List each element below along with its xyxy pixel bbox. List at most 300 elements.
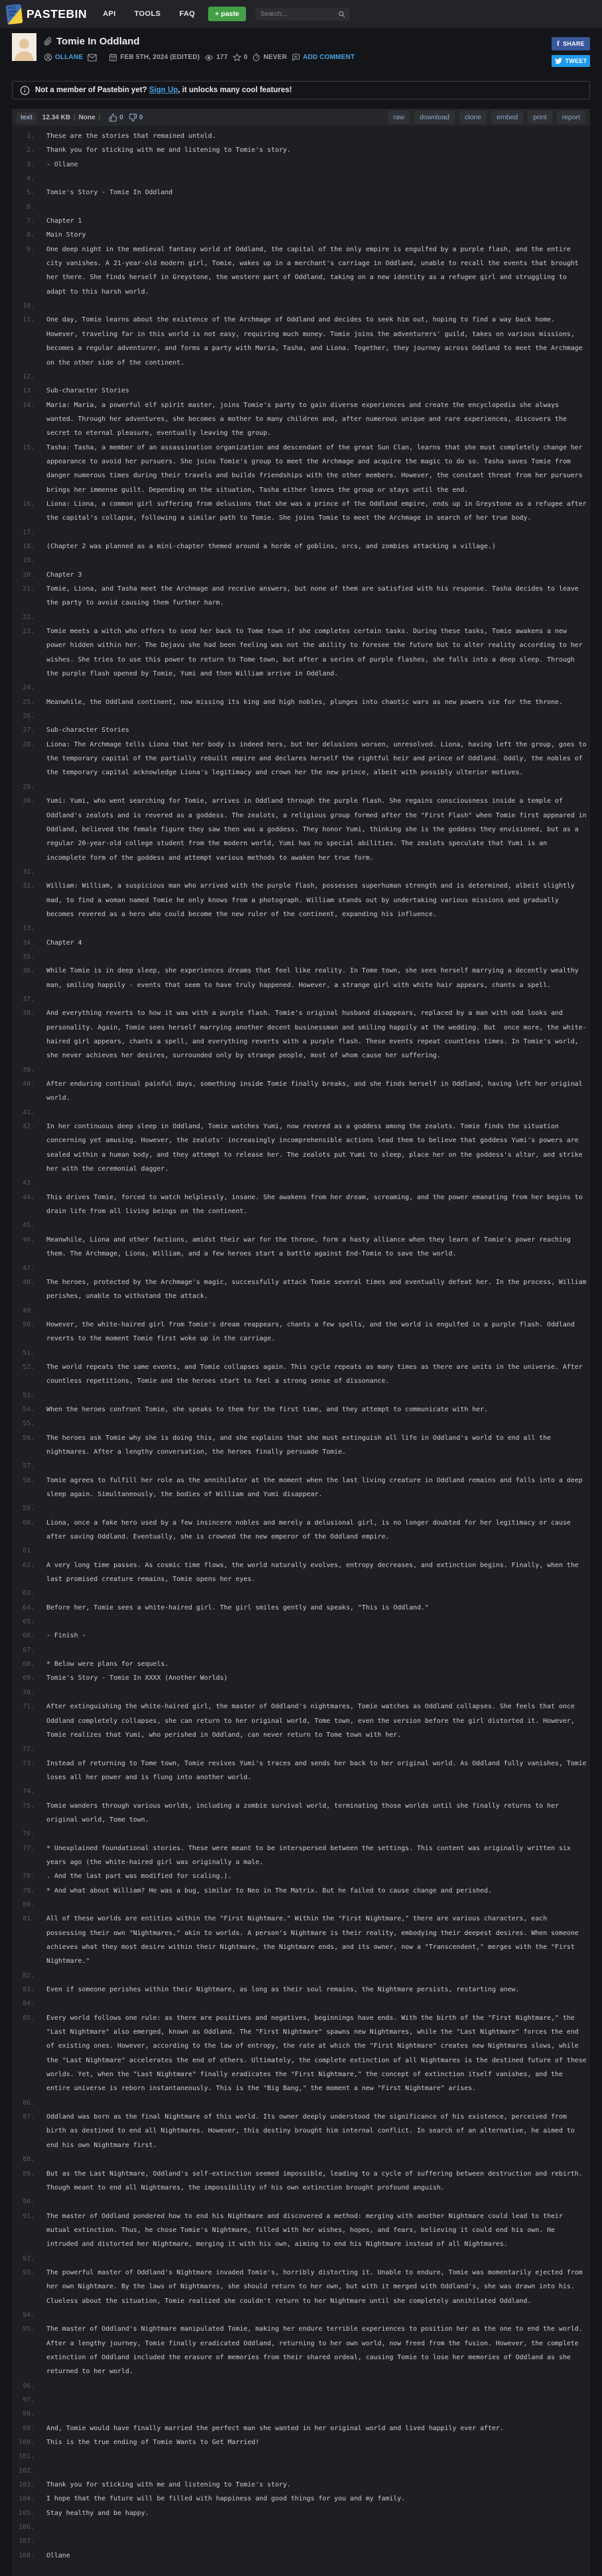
paste-size: 12.34 KB	[42, 113, 71, 121]
title-column	[44, 33, 552, 62]
sign-up-link[interactable]: Sign Up	[149, 86, 178, 94]
code-line	[12, 1474, 590, 1502]
line-number: 76.	[23, 1830, 34, 1838]
line-number: 70.	[23, 1688, 34, 1696]
code-line	[12, 1629, 590, 1643]
add-comment-link[interactable]: ADD COMMENT	[302, 54, 355, 61]
line-number: 37.	[23, 995, 34, 1003]
like-button[interactable]	[109, 113, 123, 122]
line-text	[46, 2379, 590, 2393]
embed-button[interactable]: embed	[491, 111, 523, 124]
code-line	[12, 2407, 590, 2421]
line-number: 20.	[23, 571, 34, 579]
line-text: Thank you for sticking with me and listening to Tomie's story.	[46, 146, 291, 154]
dislike-count: 0	[139, 113, 143, 121]
code-line	[12, 1657, 590, 1671]
line-number: 49.	[23, 1307, 34, 1315]
code-line	[12, 1516, 590, 1545]
line-text: Before her, Tomie sees a white-haired girl. The girl smiles gently and speaks, "This is Oddland."	[46, 1604, 429, 1611]
code-line	[12, 1077, 590, 1106]
line-text	[46, 1218, 590, 1232]
line-number: 6.	[27, 203, 34, 211]
line-number: 57.	[23, 1462, 34, 1470]
code-line	[12, 1006, 590, 1063]
code-line	[12, 2449, 590, 2463]
line-text: Sub-character Stories	[46, 727, 129, 734]
code-line	[12, 1176, 590, 1190]
line-number: 8.	[27, 231, 34, 239]
line-text	[46, 1742, 590, 1756]
line-text	[46, 1643, 590, 1657]
code-line	[12, 1757, 590, 1785]
line-number: 50.	[23, 1320, 34, 1328]
thumbs-down-icon	[129, 113, 137, 122]
code-line	[12, 2534, 590, 2548]
line-text: Tomie meets a witch who offers to send her back to Tome town if she completes certain tasks. During these tasks, Tomie awakens a new power hidden within her. The Dejavu she had been feeling was not the ability to foresee the future but to alter reality according to her wishes. She tries to use this power to return to Tome town, but after a series of purple flashes, she falls into a deep sleep. Through the purple flash opened by Tomie, Yumi and then William arrive in Oddland.	[46, 628, 587, 678]
line-text: Chapter 3	[46, 571, 82, 579]
line-text	[46, 1586, 590, 1600]
line-number: 46.	[23, 1236, 34, 1244]
line-text: Tomie wanders through various worlds, including a zombie survival world, terminating those worlds until she finally returns to her original world, Tome town.	[46, 1802, 563, 1824]
line-number: 26.	[23, 713, 34, 721]
logo-digits: 0011	[7, 5, 17, 11]
code-line	[12, 1346, 590, 1360]
stars-count: 0	[243, 54, 248, 61]
paste-meta-row	[44, 53, 552, 62]
line-number: 78.	[23, 1873, 34, 1881]
line-number: 3.	[27, 160, 34, 168]
line-number: 17.	[23, 528, 34, 536]
code-line	[12, 624, 590, 681]
code-line	[12, 299, 590, 313]
line-text	[46, 1063, 590, 1077]
code-line	[12, 1389, 590, 1403]
code-line	[12, 214, 590, 228]
code-line	[12, 2435, 590, 2449]
message-icon[interactable]	[88, 54, 97, 62]
code-line	[12, 243, 590, 299]
code-line	[12, 1686, 590, 1700]
code-line	[12, 2266, 590, 2308]
search-icon[interactable]	[338, 11, 345, 18]
logo-digits: 101	[8, 13, 15, 18]
twitter-tweet-button[interactable]	[552, 55, 590, 67]
line-text: Chapter 4	[46, 939, 82, 947]
line-number: 67.	[23, 1646, 34, 1654]
line-text	[46, 1898, 590, 1912]
code-line	[12, 370, 590, 384]
twitter-icon	[555, 58, 562, 64]
line-number: 47.	[23, 1264, 34, 1272]
code-line	[12, 1700, 590, 1742]
line-text	[46, 554, 590, 567]
line-text: Liona, once a fake hero used by a few insincere nobles and merely a delusional girl, is no longer doubted for her legitimacy or cause after saving Oddland. Eventually, she is crowned the new emperor of the Oddland empire.	[46, 1519, 575, 1541]
code-line	[12, 794, 590, 865]
code-line	[12, 738, 590, 780]
code-line	[12, 2422, 590, 2435]
line-number: 99.	[23, 2424, 34, 2432]
line-number: 34.	[23, 939, 34, 947]
code-line	[12, 2322, 590, 2378]
download-button[interactable]: download	[414, 111, 455, 124]
line-number: 11.	[23, 316, 34, 324]
line-text: Even if someone perishes within their Nightmare, as long as their soul remains, the Nightmare persists, restarting anew.	[46, 1986, 520, 1994]
search-input[interactable]	[259, 10, 338, 19]
line-number: 71.	[23, 1703, 34, 1711]
line-number: 94.	[23, 2311, 34, 2319]
line-text	[46, 2534, 590, 2548]
line-text	[46, 921, 590, 935]
line-text	[46, 2520, 590, 2534]
user-icon	[44, 53, 52, 62]
paste-frame	[12, 109, 590, 2576]
code-line	[12, 1275, 590, 1304]
line-text	[46, 1686, 590, 1700]
code-line	[12, 1643, 590, 1657]
code-line	[12, 723, 590, 737]
line-number: 55.	[23, 1420, 34, 1428]
code-line	[12, 2167, 590, 2195]
line-text: This drives Tomie, forced to watch helplessly, insane. She awakens from her dream, screaming, and the power emanating from her begins to drain life from all living beings on the continent.	[46, 1193, 587, 1216]
line-text	[46, 865, 590, 879]
line-text: One day, Tomie learns about the existence of the Archmage of Oddland and decides to seek him out, hoping to find a way back home. However, traveling far in this world is not easy, requiring much money. Tomie joins the adventurers' guild, takes on various missions, becomes a regular adventurer, and forms a party with Maria, Tasha, and Liona. Together, they journey across Oddland to meet the Archmage on the other side of the continent.	[46, 316, 587, 367]
line-number: 81.	[23, 1915, 34, 1923]
line-text	[46, 1346, 590, 1360]
line-text: All of these worlds are entities within the "First Nightmare." Within the "First Nightmare," there are various characters, each possessing their own "Nightmares," akin to worlds. A person's Nightmare is their reality, embodying their deepest desires. When someone achieves what they most desire within their Nightmare, the Nightmare ends, and its owner, now a "Transcendent," merges with the "First Nightmare."	[46, 1915, 583, 1965]
code-line	[12, 384, 590, 398]
line-number: 102.	[19, 2467, 34, 2475]
line-number: 40.	[23, 1081, 34, 1088]
code-line	[12, 1120, 590, 1176]
line-text	[46, 1997, 590, 2011]
code-line	[12, 1459, 590, 1473]
line-number: 80.	[23, 1901, 34, 1908]
line-number: 27.	[23, 727, 34, 734]
pastebin-logo-icon[interactable]	[6, 3, 23, 24]
main-nav	[103, 10, 195, 18]
code-line	[12, 143, 590, 157]
line-number: 64.	[23, 1604, 34, 1611]
code-line	[12, 1969, 590, 1983]
code-line	[12, 2152, 590, 2166]
line-number: 18.	[23, 542, 34, 550]
line-text	[46, 2096, 590, 2110]
code-line	[12, 1360, 590, 1389]
line-number: 63.	[23, 1590, 34, 1598]
line-text: A very long time passes. As cosmic time flows, the world naturally evolves, entropy decreases, and extinction begins. Finally, when the last promised creature remains, Tomie opens her eyes.	[46, 1561, 583, 1584]
code-line	[12, 879, 590, 921]
line-number: 100.	[19, 2439, 34, 2447]
line-text: But as the Last Nightmare, Oddland's self-extinction seemed impossible, leading to a cycle of suffering between destruction and rebirth. Though meant to end all Nightmares, the impossibility of his own extinction brought profound anguish.	[46, 2170, 587, 2192]
line-number: 72.	[23, 1745, 34, 1753]
line-number: 39.	[23, 1066, 34, 1074]
line-number: 87.	[23, 2113, 34, 2121]
line-number: 53.	[23, 1391, 34, 1399]
code-line	[12, 709, 590, 723]
raw-button[interactable]: raw	[388, 111, 410, 124]
code-line	[12, 1898, 590, 1912]
paste-actions	[388, 111, 585, 124]
syntax-chip[interactable]: text	[17, 112, 36, 123]
line-number: 28.	[23, 740, 34, 748]
code-line	[12, 1501, 590, 1515]
line-number: 22.	[23, 613, 34, 621]
code-line	[12, 1785, 590, 1798]
line-text: (Chapter 2 was planned as a mini-chapter themed around a horde of goblins, orcs, and zombies attacking a village.)	[46, 542, 496, 550]
nav-item-faq[interactable]: FAQ	[179, 10, 196, 18]
info-icon	[20, 86, 30, 95]
line-text	[46, 1969, 590, 1983]
code-line	[12, 582, 590, 611]
line-text: In her continuous deep sleep in Oddland, Tomie watches Yumi, now revered as a goddess among the zealots. Tomie finds the situation concerning yet amusing. However, the zealots' increasingly incomprehensible actions lead them to believe that goddess Yumi's powers are sealed within a human body, and they attempt to release her. The zealots put Yumi to sleep, place her on the goddess's altar, and strike her with the ceremonial dagger.	[46, 1123, 587, 1173]
code-line	[12, 1544, 590, 1558]
report-button[interactable]: report	[557, 111, 585, 124]
paperclip-icon	[44, 37, 52, 46]
add-comment-item	[292, 53, 355, 62]
line-text	[46, 2407, 590, 2421]
line-number: 51.	[23, 1349, 34, 1357]
line-number: 69.	[23, 1674, 34, 1682]
line-number: 56.	[23, 1434, 34, 1442]
line-text	[46, 681, 590, 695]
code-line	[12, 1912, 590, 1968]
expire-item	[252, 53, 286, 62]
line-number: 24.	[23, 684, 34, 692]
clone-button[interactable]: clone	[459, 111, 487, 124]
line-text	[46, 780, 590, 794]
code-line	[12, 1403, 590, 1417]
line-number: 58.	[23, 1476, 34, 1484]
comment-icon	[292, 53, 300, 62]
line-number: 86.	[23, 2099, 34, 2107]
code-line	[12, 1983, 590, 1997]
line-text	[46, 2449, 590, 2463]
views-item	[204, 54, 227, 62]
title-row	[44, 36, 552, 47]
line-text	[46, 1261, 590, 1275]
line-text: The heroes ask Tomie why she is doing this, and she explains that she must extinguish all life in Oddland's world to end all the nightmares. After a lengthy conversation, the heroes finally persuade Tomie.	[46, 1434, 555, 1456]
line-number: 2.	[27, 146, 34, 154]
line-number: 108.	[19, 2551, 34, 2559]
line-text: The heroes, protected by the Archmage's magic, successfully attack Tomie several times and eventually defeat her. In the process, William perishes, unable to withstand the attack.	[46, 1278, 591, 1301]
line-text: After enduring continual painful days, something inside Tomie finally breaks, and she finds herself in Oddland, having left her original world.	[46, 1081, 587, 1102]
views-icon	[204, 54, 213, 62]
line-number: 85.	[23, 2014, 34, 2022]
line-text: After extinguishing the white-haired girl, the master of Oddland's nightmares, Tomie watches as Oddland collapses. She feels that once Oddland completely collapses, she can return to her original world, Tome town, even the version before the girl distorted it. However, Tomie realizes that Yumi, who perished in Oddland, can never return to Tome town with her.	[46, 1703, 579, 1739]
line-number: 74.	[23, 1788, 34, 1796]
line-number: 10.	[23, 302, 34, 310]
line-text: Every world follows one rule: as there are positives and negatives, beginnings have ends. With the birth of the "First Nightmare," the "Last Nightmare" also emerged, known as Oddland. The "First Nightmare" spawns new Nightmares, while the "Last Nightmare" forces the end of existing ones. However, according to the law of entropy, the rate at which the "First Nightmare" creates new Nightmares slows, while the "Last Nightmare" accelerates the end of others. Ultimately, the complete extinction of all Nightmares is the destined future of these worlds. Yet, when the "Last Nightmare" finally eradicates the "First Nightmare," the concept of extinction itself vanishes, and the entire universe is reborn instantaneously. This is the "Big Bang," the moment a new "First Nightmare" arises.	[46, 2014, 591, 2093]
line-text: - Finish -	[46, 1632, 86, 1640]
code-line	[12, 2110, 590, 2152]
code-line	[12, 2506, 590, 2520]
signup-notice	[12, 81, 590, 99]
line-number: 31.	[23, 868, 34, 876]
code-line	[12, 2520, 590, 2534]
author-item	[44, 53, 83, 62]
code-line	[12, 1261, 590, 1275]
paste-content	[12, 126, 590, 2576]
dislike-button[interactable]	[129, 113, 143, 122]
line-text: Tomie's Story - Tomie In XXXX (Another Worlds)	[46, 1674, 228, 1682]
line-number: 97.	[23, 2396, 34, 2404]
author-link[interactable]: OLLANE	[55, 54, 84, 61]
code-line	[12, 611, 590, 624]
line-text	[46, 2252, 590, 2266]
line-number: 60.	[23, 1519, 34, 1527]
line-text	[46, 299, 590, 313]
code-line	[12, 158, 590, 172]
line-number: 36.	[23, 967, 34, 975]
code-line	[12, 1233, 590, 1261]
code-line	[12, 2011, 590, 2096]
paste-category: None	[78, 113, 95, 121]
line-text	[46, 1417, 590, 1431]
code-line	[12, 681, 590, 695]
code-line	[12, 540, 590, 554]
nav-item-tools[interactable]: TOOLS	[134, 10, 161, 18]
search-box	[255, 8, 349, 21]
line-text	[46, 1501, 590, 1515]
star-icon[interactable]	[233, 53, 241, 62]
line-text: When the heroes confront Tomie, she speaks to them for the first time, and they attempt to communicate with her.	[46, 1405, 488, 1413]
share-column	[552, 33, 590, 67]
logo-digits: 1000	[8, 9, 17, 14]
line-number: 30.	[23, 797, 34, 805]
code-line	[12, 1671, 590, 1685]
code-line	[12, 1417, 590, 1431]
paste-info-section	[12, 33, 590, 67]
line-text: Sub-character Stories	[46, 387, 129, 395]
line-number: 101.	[19, 2453, 34, 2461]
code-line	[12, 1869, 590, 1883]
line-text	[46, 370, 590, 384]
code-line	[12, 2379, 590, 2393]
code-line	[12, 1742, 590, 1756]
line-text	[46, 2195, 590, 2209]
line-number: 62.	[23, 1561, 34, 1569]
code-line	[12, 1799, 590, 1828]
line-text: The master of Oddland pondered how to end his Nightmare and discovered a method: merging with another Nightmare could lead to their mutual extinction. Thus, he chose Tomie's Nightmare, filled with her wishes, hopes, and fears, believing it could end his own. He intruded and distorted her Nightmare, merging it with his own, aiming to end his Nightmare instead of all Nightmares.	[46, 2212, 567, 2249]
line-number: 1.	[27, 133, 34, 140]
line-number: 95.	[23, 2325, 34, 2333]
facebook-share-button[interactable]	[552, 37, 590, 50]
line-text	[46, 526, 590, 540]
line-text: Thank you for sticking with me and listening to Tomie's story.	[46, 2481, 291, 2489]
separator: |	[98, 113, 101, 121]
code-line	[12, 1827, 590, 1841]
line-number: 96.	[23, 2382, 34, 2390]
code-line	[12, 1106, 590, 1120]
line-text: Tasha: Tasha, a member of an assassination organization and descendant of the great Sun Clan, learns that she must completely change her appearance to avoid her pursuers. She joins Tomie's group to meet the Archmage and acquire the magic to do so. Tasha saves Tomie from danger numerous times during their travels and builds friendships with the other members. However, the constant threat from her pursuers brings her immense guilt. Depending on the situation, Tasha either leaves the group or stays until the end.	[46, 443, 587, 494]
line-text: Liona: The Archmage tells Liona that her body is indeed hers, but her delusions worsen, unresolved. Liona, having left the group, goes to the temporary capital of the partially rebuilt empire and declares herself the rightful heir and prince of Oddland. Oddly, the nobles of the temporary capital acknowledge Liona's legitimacy and crown her the new prince, albeit with possibly ulterior motives.	[46, 740, 591, 777]
line-text: * Unexplained foundational stories. These were meant to be interspersed between the settings. This content was originally written six years ago (the white-haired girl was originally a male.	[46, 1844, 575, 1866]
line-number: 54.	[23, 1405, 34, 1413]
line-number: 42.	[23, 1123, 34, 1131]
expire-icon	[252, 53, 261, 62]
line-number: 84.	[23, 2000, 34, 2008]
line-text	[46, 1544, 590, 1558]
code-line	[12, 441, 590, 497]
print-button[interactable]: print	[528, 111, 552, 124]
code-line	[12, 865, 590, 879]
nav-item-api[interactable]: API	[103, 10, 116, 18]
line-text: William: William, a suspicious man who arrived with the purple flash, possesses superhuman strength and is determined, albeit slightly mad, to find a woman named Tomie he only knows from a photograph. William stands out by undertaking various missions and gradually becomes revered as a hero who could become the new ruler of the continent, expanding his influence.	[46, 882, 579, 918]
line-text	[46, 950, 590, 964]
line-text: Instead of returning to Tome town, Tomie revives Yumi's traces and sends her back to her original world. As Oddland fully vanishes, Tomie loses all her power and is flung into another world.	[46, 1759, 591, 1781]
line-text	[46, 2464, 590, 2478]
code-line	[12, 921, 590, 935]
code-line	[12, 228, 590, 242]
avatar-silhouette-icon	[12, 33, 36, 61]
line-number: 5.	[27, 189, 34, 197]
code-line	[12, 1997, 590, 2011]
avatar[interactable]	[12, 33, 36, 61]
tweet-label: TWEET	[565, 58, 587, 64]
line-text	[46, 1176, 590, 1190]
line-number: 65.	[23, 1618, 34, 1626]
code-line	[12, 200, 590, 214]
code-line	[12, 2195, 590, 2209]
code-line	[12, 2308, 590, 2322]
line-number: 89.	[23, 2170, 34, 2178]
brand-title[interactable]: PASTEBIN	[27, 7, 88, 21]
line-number: 98.	[23, 2410, 34, 2418]
notice-text	[35, 86, 292, 94]
code-line	[12, 950, 590, 964]
code-line	[12, 2478, 590, 2492]
code-line	[12, 129, 590, 143]
line-text	[46, 992, 590, 1006]
line-text: Meanwhile, the Oddland continent, now missing its king and high nobles, plunges into chaotic wars as new powers vie for the throne.	[46, 698, 563, 706]
line-text: The powerful master of Oddland's Nightmare invaded Tomie's, horribly distorting it. Unable to endure, Tomie was momentarily ejected from her own Nightmare. By the laws of Nightmares, she should return to her own, but with it merged with Oddland's, she was drawn into his. Clueless about the situation, Tomie realized she couldn't return to her Nightmare until she completely annihilated Oddland.	[46, 2268, 587, 2305]
line-number: 73.	[23, 1759, 34, 1767]
line-number: 19.	[23, 557, 34, 565]
line-text: Chapter 1	[46, 217, 82, 225]
line-number: 75.	[23, 1802, 34, 1810]
code-line	[12, 2464, 590, 2478]
line-text: This is the true ending of Tomie Wants to Get Married!	[46, 2439, 260, 2447]
new-paste-button[interactable]: + paste	[208, 7, 245, 21]
code-line	[12, 497, 590, 526]
line-text: These are the stories that remained untold.	[46, 133, 216, 140]
line-text: Meanwhile, Liona and other factions, amidst their war for the throne, form a hasty alliance when they learn of Tomie's power reaching them. The Archmage, Liona, William, and a few heroes start a battle against End-Tomie to save the world.	[46, 1236, 575, 1258]
views-count: 177	[216, 54, 228, 61]
line-text	[46, 1785, 590, 1798]
code-line	[12, 526, 590, 540]
line-text: Ollane	[46, 2551, 70, 2559]
code-line	[12, 313, 590, 369]
separator: |	[74, 113, 76, 121]
code-line	[12, 1304, 590, 1318]
share-label: SHARE	[562, 40, 585, 47]
line-number: 35.	[23, 953, 34, 961]
line-number: 45.	[23, 1222, 34, 1230]
line-text	[46, 709, 590, 723]
code-line	[12, 2549, 590, 2563]
line-number: 104.	[19, 2495, 34, 2503]
code-line	[12, 398, 590, 441]
code-line	[12, 1842, 590, 1870]
code-line	[12, 568, 590, 582]
line-number: 41.	[23, 1108, 34, 1116]
code-line	[12, 964, 590, 992]
code-line	[12, 1431, 590, 1460]
code-line	[12, 695, 590, 709]
code-line	[12, 992, 590, 1006]
code-line	[12, 554, 590, 567]
code-line	[12, 1884, 590, 1898]
